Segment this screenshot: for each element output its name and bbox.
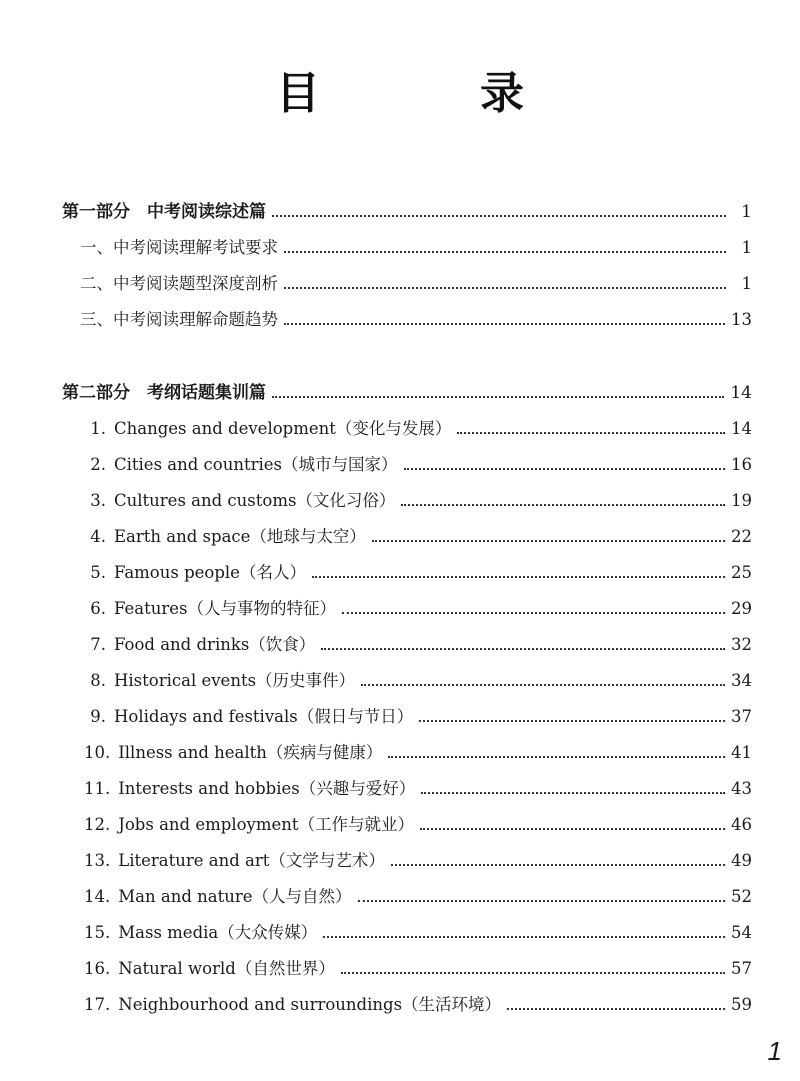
toc-section-1[interactable] [80,233,752,263]
toc-topic-label [84,450,398,480]
toc-topic-number: 14. [84,887,111,906]
toc-topic-label [84,702,413,732]
toc-topic-number: 9. [90,707,106,726]
dot-leader [312,574,725,578]
dot-leader [391,862,725,866]
toc-topic-number: 17. [84,995,111,1014]
toc-topic-number: 5. [90,563,106,582]
toc-topic-label [84,630,315,660]
toc-topic-title: Holidays and festivals（假日与节日） [114,707,414,726]
toc-topic-number: 7. [90,635,106,654]
toc-page-number: 49 [731,851,752,870]
toc-page-number: 19 [731,491,752,510]
toc-page-number: 46 [731,815,752,834]
toc-topic-title: Illness and health（疾病与健康） [118,743,383,762]
toc-topic-label [84,666,355,696]
toc-page-number: 1 [741,238,752,257]
toc-topic-title: Man and nature（人与自然） [118,887,352,906]
toc-topic-row[interactable] [84,918,752,948]
toc-topic-label [84,486,395,516]
dot-leader [272,394,724,398]
toc-page-number: 16 [731,455,752,474]
toc-topic-label [84,882,352,912]
toc-page-number: 32 [731,635,752,654]
dot-leader [361,682,725,686]
toc-topic-row[interactable] [84,630,752,660]
page-title: 目 录 [276,68,582,119]
toc-topic-label [84,522,366,552]
toc-topic-row[interactable] [84,882,752,912]
dot-leader [372,538,725,542]
toc-part-1[interactable] [62,197,752,227]
toc-topic-number: 13. [84,851,111,870]
toc-topic-row[interactable] [84,450,752,480]
toc-topic-number: 10. [84,743,111,762]
toc-topic-title: Neighbourhood and surroundings（生活环境） [118,995,502,1014]
toc-topic-label [84,954,335,984]
toc-page-number: 1 [741,274,752,293]
toc-topic-number: 2. [90,455,106,474]
dot-leader [272,213,726,217]
toc-topic-number: 1. [90,419,106,438]
dot-leader [284,249,726,253]
toc-page-number: 13 [731,310,752,329]
toc-topic-row[interactable] [84,810,752,840]
toc-topic-label [84,594,336,624]
dot-leader [507,1006,725,1010]
toc-page-number: 43 [731,779,752,798]
toc-section-label: 二、中考阅读题型深度剖析 [80,274,278,293]
toc-topic-label [84,774,415,804]
toc-topic-label [84,558,306,588]
toc-topic-number: 4. [90,527,106,546]
toc-page-number: 52 [731,887,752,906]
toc-topic-title: Literature and art（文学与艺术） [118,851,385,870]
toc-topic-title: Interests and hobbies（兴趣与爱好） [118,779,416,798]
toc-page-number: 22 [731,527,752,546]
toc-topic-title: Famous people（名人） [114,563,306,582]
toc-topic-label [84,414,451,444]
toc-part-label: 第二部分 考纲话题集训篇 [62,383,266,403]
toc-topic-title: Food and drinks（饮食） [114,635,316,654]
dot-leader [404,466,725,470]
toc-page-number: 57 [731,959,752,978]
toc-section-label: 三、中考阅读理解命题趋势 [80,310,278,329]
toc-page-number: 1 [741,202,752,222]
toc-topic-title: Historical events（历史事件） [114,671,356,690]
toc-topic-row[interactable] [84,522,752,552]
toc-topic-title: Cultures and customs（文化习俗） [114,491,396,510]
toc-topic-row[interactable] [84,846,752,876]
toc-page-number: 14 [730,383,752,403]
toc-topic-number: 12. [84,815,111,834]
dot-leader [421,790,725,794]
toc-page-number: 41 [731,743,752,762]
toc-topic-row[interactable] [84,702,752,732]
toc-topic-row[interactable] [84,414,752,444]
dot-leader [457,430,725,434]
dot-leader [401,502,725,506]
dot-leader [420,826,725,830]
toc-topic-row[interactable] [84,774,752,804]
dot-leader [388,754,725,758]
toc-topic-label [84,810,414,840]
toc-topic-label [84,738,382,768]
toc-part-2[interactable] [62,378,752,408]
toc-page-number: 37 [731,707,752,726]
dot-leader [321,646,725,650]
page-folio: 1 [767,1036,782,1066]
toc-section-3[interactable] [80,305,752,335]
toc-topic-number: 6. [90,599,106,618]
dot-leader [284,285,726,289]
toc-topic-row[interactable] [84,594,752,624]
toc-topic-row[interactable] [84,738,752,768]
toc-topic-row[interactable] [84,486,752,516]
toc-topic-number: 11. [84,779,111,798]
toc-page-number: 14 [731,419,752,438]
toc-topic-number: 3. [90,491,106,510]
toc-section-label: 一、中考阅读理解考试要求 [80,238,278,257]
toc-section-2[interactable] [80,269,752,299]
toc-topic-label [84,990,501,1020]
toc-part-label: 第一部分 中考阅读综述篇 [62,202,266,222]
toc-topic-title: Changes and development（变化与发展） [114,419,452,438]
toc-topic-row[interactable] [84,954,752,984]
toc-topic-row[interactable] [84,666,752,696]
toc-topic-title: Earth and space（地球与太空） [114,527,366,546]
toc-page-number: 29 [731,599,752,618]
toc-topic-label [84,846,385,876]
dot-leader [323,934,725,938]
toc-topic-title: Cities and countries（城市与国家） [114,455,398,474]
toc-page-number: 59 [731,995,752,1014]
dot-leader [342,610,725,614]
toc-topic-title: Natural world（自然世界） [118,959,335,978]
toc-topic-title: Features（人与事物的特征） [114,599,337,618]
toc-topic-number: 15. [84,923,111,942]
toc-topic-title: Jobs and employment（工作与就业） [118,815,415,834]
toc-page-number: 54 [731,923,752,942]
toc-topic-number: 8. [90,671,106,690]
toc-topic-title: Mass media（大众传媒） [118,923,318,942]
toc-topic-label [84,918,317,948]
dot-leader [284,321,725,325]
toc-topic-row[interactable] [84,558,752,588]
toc-page-number: 34 [731,671,752,690]
toc-page-number: 25 [731,563,752,582]
dot-leader [358,898,726,902]
toc-topic-number: 16. [84,959,111,978]
dot-leader [419,718,725,722]
toc-topic-row[interactable] [84,990,752,1020]
dot-leader [341,970,725,974]
